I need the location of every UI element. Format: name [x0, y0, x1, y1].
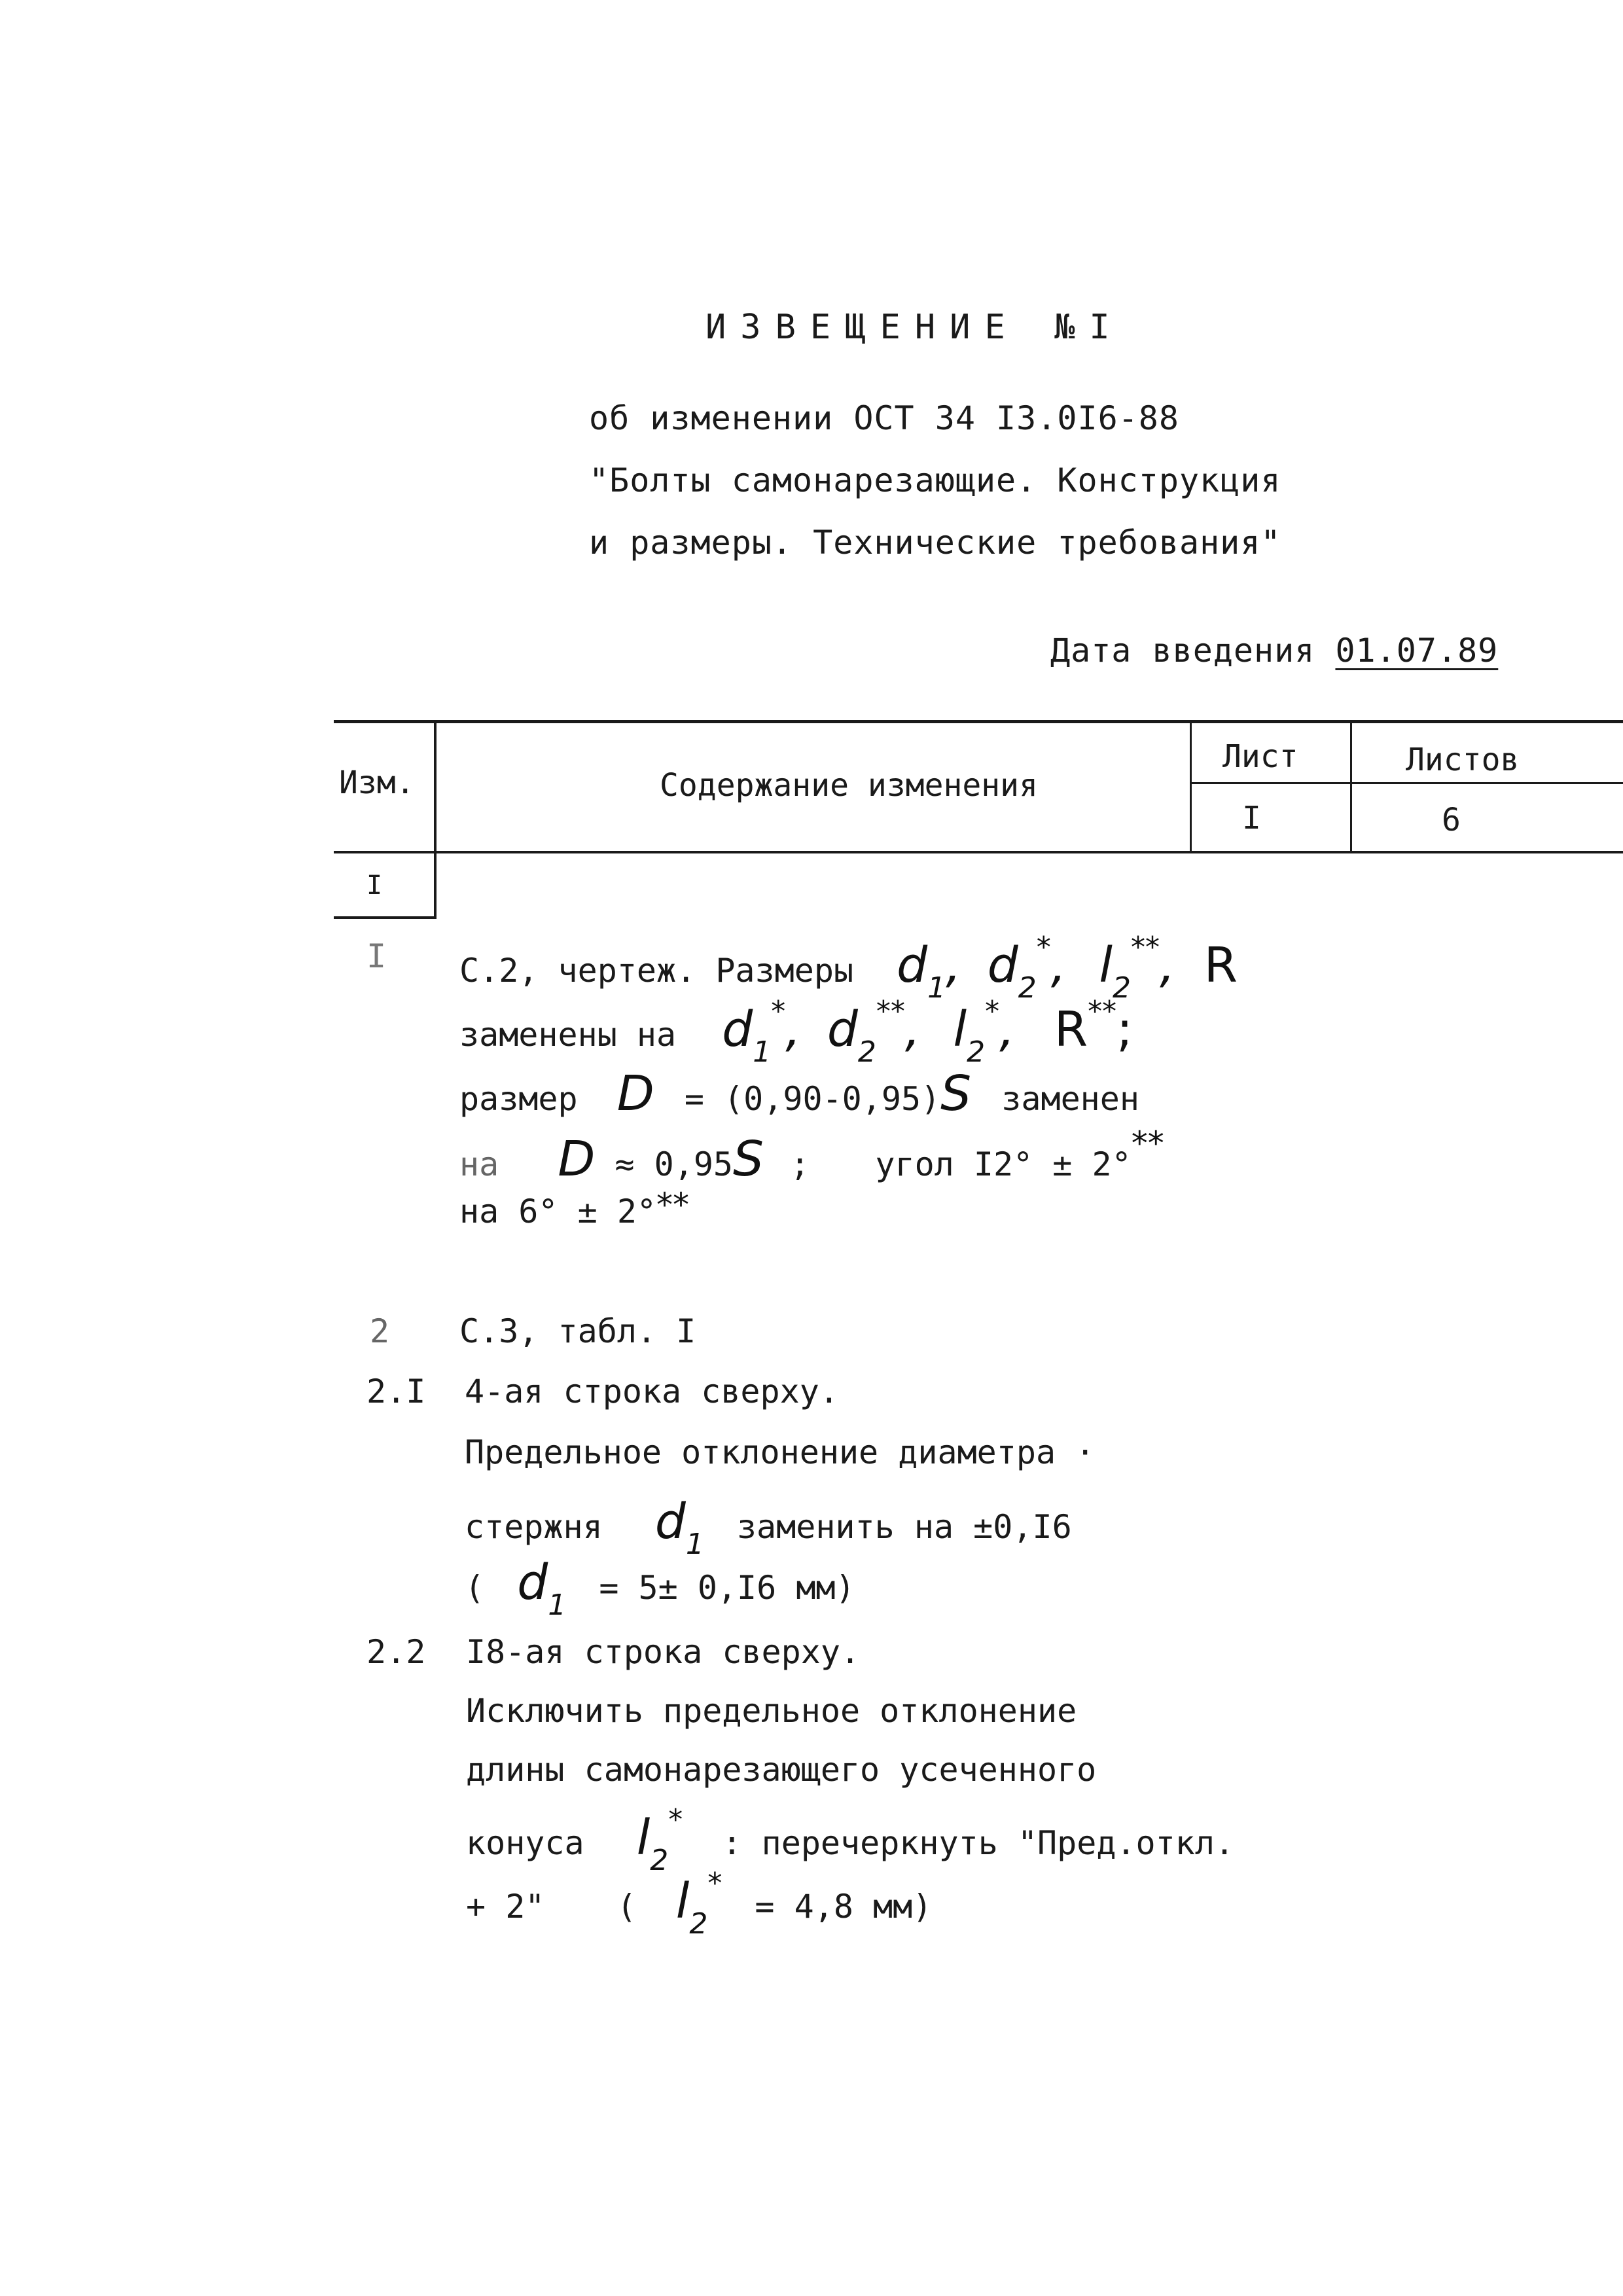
- symbol-l2-star: $l_2^*$,: [953, 995, 1015, 1069]
- item-2-1-text-d2: = 5± 0,I6 мм): [599, 1569, 855, 1607]
- symbol-d2-star: $d_2^*$,: [987, 931, 1067, 1005]
- symbol-d2-star2: $d_2^{**}$,: [827, 995, 921, 1069]
- column-header-content: Содержание изменения: [660, 767, 1038, 804]
- symbol-S-2: S: [733, 1131, 764, 1187]
- item-1-text-d3: ;: [790, 1145, 810, 1183]
- symbol-l2-star-c: $l_2^*$: [675, 1867, 722, 1941]
- item-2-2-line-2: Исключить предельное отклонение: [466, 1692, 1077, 1730]
- item-2-2-text-d2: : перечеркнуть "Пред.откл.: [722, 1824, 1235, 1862]
- symbol-d1-star: $d_1^*$,: [722, 995, 801, 1069]
- effective-date-value: 01.07.89: [1335, 632, 1499, 670]
- symbol-R-star2: R**;: [1054, 995, 1133, 1058]
- item-1-line-4: [459, 1124, 1164, 1187]
- listov-value: 6: [1442, 802, 1461, 838]
- symbol-d1-c: $d_1$: [517, 1554, 567, 1622]
- symbol-d1-b: $d_1$: [654, 1494, 704, 1561]
- item-2-1-line-2: Предельное отклонение диаметра ·: [465, 1433, 1096, 1471]
- table-header-bottom-rule: [334, 851, 1623, 853]
- item-1-line-2: [459, 995, 1133, 1069]
- column-header-izm: Изм.: [339, 764, 415, 801]
- item-1-text-e: на 6° ± 2°: [459, 1193, 657, 1230]
- list-value: I: [1242, 800, 1261, 836]
- effective-date-label: Дата введения: [1050, 632, 1315, 670]
- item-1-text-d1: на: [459, 1145, 499, 1183]
- izm-value: I: [366, 870, 383, 901]
- notice-title: ИЗВЕЩЕНИЕ №I: [705, 308, 1124, 347]
- notice-subtitle-line1: об изменении ОСТ 34 I3.0I6-88: [589, 399, 1179, 437]
- angle-star2: **: [1131, 1124, 1164, 1162]
- effective-date: [1050, 632, 1498, 670]
- item-2-1-text-d1: (: [465, 1569, 485, 1607]
- item-2-2-line-1: I8-ая строка сверху.: [466, 1633, 861, 1671]
- item-2-1-text-c2: заменить на ±0,I6: [736, 1508, 1072, 1546]
- item-2-2-text-e1: + 2": [466, 1888, 545, 1926]
- symbol-D: D: [616, 1066, 654, 1122]
- item-2-1-line-3: [465, 1494, 1072, 1561]
- item-2-1-text-c1: стержня: [465, 1508, 603, 1546]
- item-2-1-line-1: 4-ая строка сверху.: [465, 1372, 839, 1410]
- table-col-divider-2: [1190, 721, 1192, 852]
- item-2-2-line-4: [466, 1803, 1235, 1877]
- item-2-1-number: 2.I: [366, 1372, 426, 1410]
- table-col-divider-1: [434, 721, 437, 918]
- table-col-divider-3: [1350, 721, 1352, 852]
- item-1-text-d4: угол I2° ± 2°: [875, 1145, 1132, 1183]
- table-list-divider: [1191, 782, 1623, 784]
- angle-star2-2: **: [656, 1186, 690, 1224]
- item-1-line-3: [459, 1066, 1139, 1122]
- item-1-text-b: заменены на: [459, 1016, 677, 1054]
- item-1-text-c1: размер: [459, 1080, 578, 1118]
- item-1-text-d2: ≈ 0,95: [615, 1145, 734, 1183]
- item-1-number: I: [366, 937, 387, 975]
- item-1-text-c2: = (0,90-0,95): [684, 1080, 941, 1118]
- item-1-line-5: [459, 1186, 690, 1230]
- item-2-text: С.3, табл. I: [459, 1312, 696, 1350]
- item-2-2-text-e2: (: [616, 1888, 637, 1926]
- item-1-text-a: С.2, чертеж. Размеры: [459, 952, 854, 990]
- table-izm-rule: [334, 916, 437, 919]
- item-2-2-number: 2.2: [366, 1633, 426, 1671]
- notice-subtitle-line3: и размеры. Технические требования": [589, 524, 1281, 562]
- symbol-d1: $d_1$,: [897, 937, 961, 1005]
- item-2-2-text-e3: = 4,8 мм): [755, 1888, 933, 1926]
- item-2-2-text-d1: конуса: [466, 1824, 584, 1862]
- symbol-R: R: [1204, 937, 1238, 994]
- table-top-rule: [334, 720, 1623, 723]
- symbol-S: S: [940, 1066, 972, 1122]
- item-2-2-line-5: [466, 1867, 933, 1941]
- item-2-number: 2: [370, 1312, 390, 1350]
- column-header-list: Лист: [1222, 738, 1298, 775]
- item-1-text-c3: заменен: [1001, 1080, 1139, 1118]
- symbol-D-approx: D: [558, 1131, 596, 1187]
- item-2-1-line-4: [465, 1554, 855, 1622]
- column-header-listov: Листов: [1406, 742, 1520, 778]
- symbol-l2-star2: $l_2^{**}$,: [1099, 931, 1175, 1005]
- item-2-2-line-3: длины самонарезающего усеченного: [466, 1751, 1097, 1789]
- symbol-l2-star-b: $l_2^*$: [636, 1803, 683, 1877]
- item-1-line-1: [459, 931, 1238, 1005]
- notice-subtitle-line2: "Болты самонарезающие. Конструкция: [589, 461, 1281, 499]
